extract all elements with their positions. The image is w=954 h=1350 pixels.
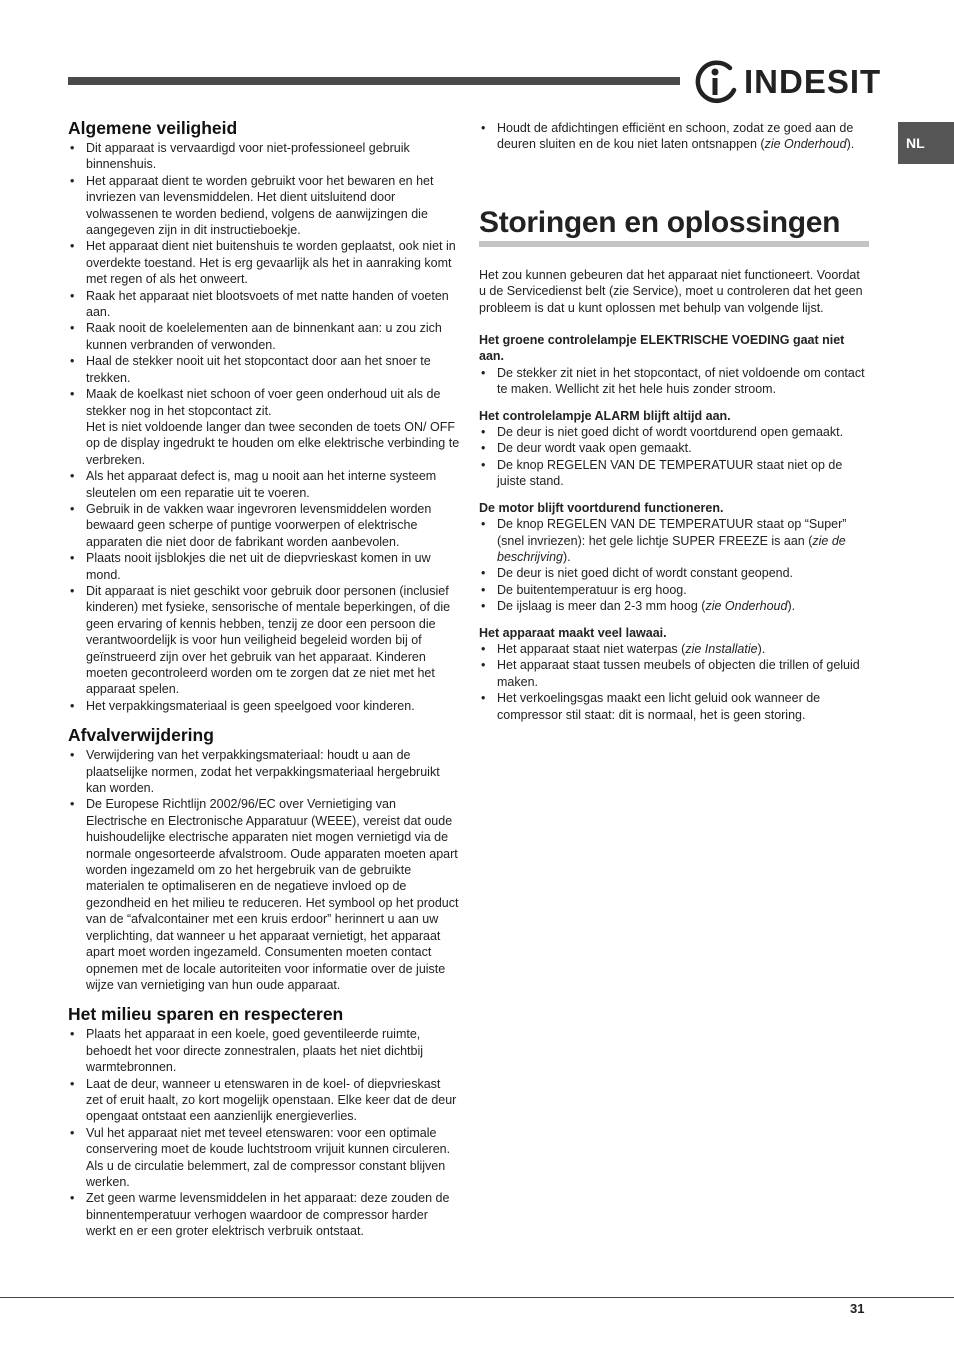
list-item: • Plaats nooit ijsblokjes die net uit de diepvrieskast komen in uw mond. <box>68 550 460 583</box>
header-bar <box>68 77 680 85</box>
list-item: • De deur is niet goed dicht of wordt voortdurend open gemaakt. <box>479 424 869 440</box>
indesit-logo-icon <box>694 60 740 106</box>
list-item: • Zet geen warme levensmiddelen in het apparaat: deze zouden de binnentemperatuur verhogen waardoor de compressor harder werkt en er een groter elektrisch verbruik ontstaat. <box>68 1190 460 1239</box>
bullet-list <box>68 140 460 714</box>
bullet-list <box>479 641 869 723</box>
section-title: Algemene veiligheid <box>68 118 238 138</box>
list-item: • De ijslaag is meer dan 2-3 mm hoog (zie Onderhoud). <box>479 598 869 614</box>
bullet-list <box>68 1026 460 1239</box>
right-column <box>479 120 869 723</box>
list-item: • De knop REGELEN VAN DE TEMPERATUUR staat op “Super” (snel invriezen): het gele lichtje SUPER FREEZE is aan (zie de beschrijving). <box>479 516 869 565</box>
bullet-list <box>68 747 460 993</box>
list-item: • Het apparaat staat tussen meubels of objecten die trillen of geluid maken. <box>479 657 869 690</box>
problem-title: Het controlelampje ALARM blijft altijd aan. <box>479 408 731 423</box>
page-title: Storingen en oplossingen <box>479 205 841 239</box>
problem-title: Het apparaat maakt veel lawaai. <box>479 625 667 640</box>
list-item: • De deur is niet goed dicht of wordt constant geopend. <box>479 565 869 581</box>
list-item: • Het apparaat dient niet buitenshuis te worden geplaatst, ook niet in overdekte toestand. Het is erg gevaarlijk als het in aanraking komt met regen of als het onweert. <box>68 238 460 287</box>
list-item: • De knop REGELEN VAN DE TEMPERATUUR staat niet op de juiste stand. <box>479 457 869 490</box>
problem-title: De motor blijft voortdurend functioneren. <box>479 500 724 515</box>
list-item: • De buitentemperatuur is erg hoog. <box>479 582 869 598</box>
section-title: Afvalverwijdering <box>68 725 214 746</box>
list-item: • De stekker zit niet in het stopcontact, of niet voldoende om contact te maken. Wellicht zit het hele huis zonder stroom. <box>479 365 869 398</box>
list-item: • Vul het apparaat niet met teveel etenswaren: voor een optimale conservering moet de koude luchtstroom vrijuit kunnen circuleren. Als u de circulatie belemmert, zal de compressor constant blijven werken. <box>68 1125 460 1191</box>
list-item: • Als het apparaat defect is, mag u nooit aan het interne systeem sleutelen om een reparatie uit te voeren. <box>68 468 460 501</box>
list-item: • Het verkoelingsgas maakt een licht geluid ook wanneer de compressor stil staat: dit is normaal, het is geen storing. <box>479 690 869 723</box>
list-item: • Gebruik in de vakken waar ingevroren levensmiddelen worden bewaard geen scherpe of puntige voorwerpen of elektrische apparaten die niet door de fabrikant worden aanbevolen. <box>68 501 460 550</box>
list-item: • Raak het apparaat niet blootsvoets of met natte handen of voeten aan. <box>68 288 460 321</box>
title-underline <box>479 241 869 247</box>
problem-title: Het groene controlelampje ELEKTRISCHE VOEDING gaat niet aan. <box>479 333 845 364</box>
intro-text: Het zou kunnen gebeuren dat het apparaat niet functioneert. Voordat u de Servicedienst belt (zie Service), moet u controleren dat het geen probleem is dat u kunt oplossen met behulp van volgende lijst. <box>479 267 863 315</box>
list-item: • Plaats het apparaat in een koele, goed geventileerde ruimte, behoedt het voor directe zonnestralen, plaats het niet dichtbij warmtebronnen. <box>68 1026 460 1075</box>
list-item: • Haal de stekker nooit uit het stopcontact door aan het snoer te trekken. <box>68 353 460 386</box>
bullet-list <box>479 365 869 398</box>
list-item: • Laat de deur, wanneer u etenswaren in de koel- of diepvrieskast zet of eruit haalt, zo kort mogelijk openstaan. Elke keer dat de deur opengaat ontstaat een aanzienlijk energieverlies. <box>68 1076 460 1125</box>
bullet-list <box>479 424 869 490</box>
list-item: • Het apparaat dient te worden gebruikt voor het bewaren en het invriezen van levensmiddelen. Het dient uitsluitend door volwassenen te worden bediend, volgens de aanwijzingen die aangegeven zijn in dit instructieboekje. <box>68 173 460 239</box>
list-item: • De Europese Richtlijn 2002/96/EC over Vernietiging van Electrische en Electronische Apparatuur (WEEE), vereist dat oude huishoudelijke electrische apparaten niet mogen vernietigd via de normale ongesorteerde afvalstroom. Oude apparaten moeten apart worden ingezameld om zo het hergebruik van de gebruikte materialen te optimaliseren en de negatieve invloed op de gezondheid en het milieu te reduceren. Het symbool op het product van de “afvalcontainer met een kruis erdoor” herinnert u aan uw verplichting, dat wanneer u het apparaat vernietigt, het apparaat apart moet worden ingezameld. Consumenten moeten contact opnemen met de locale autoriteiten voor informatie over de juiste wijze van vernietiging van hun oude apparaat. <box>68 796 460 993</box>
list-item: • Het verpakkingsmateriaal is geen speelgoed voor kinderen. <box>68 698 460 714</box>
language-tab: NL <box>898 122 954 164</box>
footer-rule <box>0 1297 954 1298</box>
list-item: • Maak de koelkast niet schoon of voer geen onderhoud uit als de stekker nog in het stopcontact zit. Het is niet voldoende langer dan twee seconden de toets ON/ OFF op de display ingedrukt te houden om elke elektrische verbinding te verbreken. <box>68 386 460 468</box>
left-column <box>68 117 460 1240</box>
brand-name: INDESIT <box>744 63 882 100</box>
brand-logo <box>694 60 882 106</box>
section-title: Het milieu sparen en respecteren <box>68 1004 344 1025</box>
list-item: • Verwijdering van het verpakkingsmateriaal: houdt u aan de plaatselijke normen, zodat het verpakkingsmateriaal hergebruikt kan worden. <box>68 747 460 796</box>
bullet-list <box>479 516 869 614</box>
list-item: • Het apparaat staat niet waterpas (zie Installatie). <box>479 641 869 657</box>
problems-list <box>479 316 869 723</box>
page-number: 31 <box>850 1301 865 1316</box>
list-item: • Dit apparaat is vervaardigd voor niet-professioneel gebruik binnenshuis. <box>68 140 460 173</box>
list-item: • De deur wordt vaak open gemaakt. <box>479 440 869 456</box>
list-item: • Houdt de afdichtingen efficiënt en schoon, zodat ze goed aan de deuren sluiten en de kou niet laten ontsnappen (zie Onderhoud). <box>479 120 869 153</box>
list-item: • Raak nooit de koelelementen aan de binnenkant aan: u zou zich kunnen verbranden of verwonden. <box>68 320 460 353</box>
right-top-list <box>479 120 869 153</box>
list-item: • Dit apparaat is niet geschikt voor gebruik door personen (inclusief kinderen) met fysieke, sensorische of mentale beperkingen, of die geen ervaring of kennis hebben, tenzij ze door een persoon die verantwoordelijk is voor hun veiligheid begeleid worden bij of geïnstrueerd zijn over het gebruik van het apparaat. Kinderen moeten gecontroleerd worden om te zorgen dat ze niet met het apparaat spelen. <box>68 583 460 698</box>
